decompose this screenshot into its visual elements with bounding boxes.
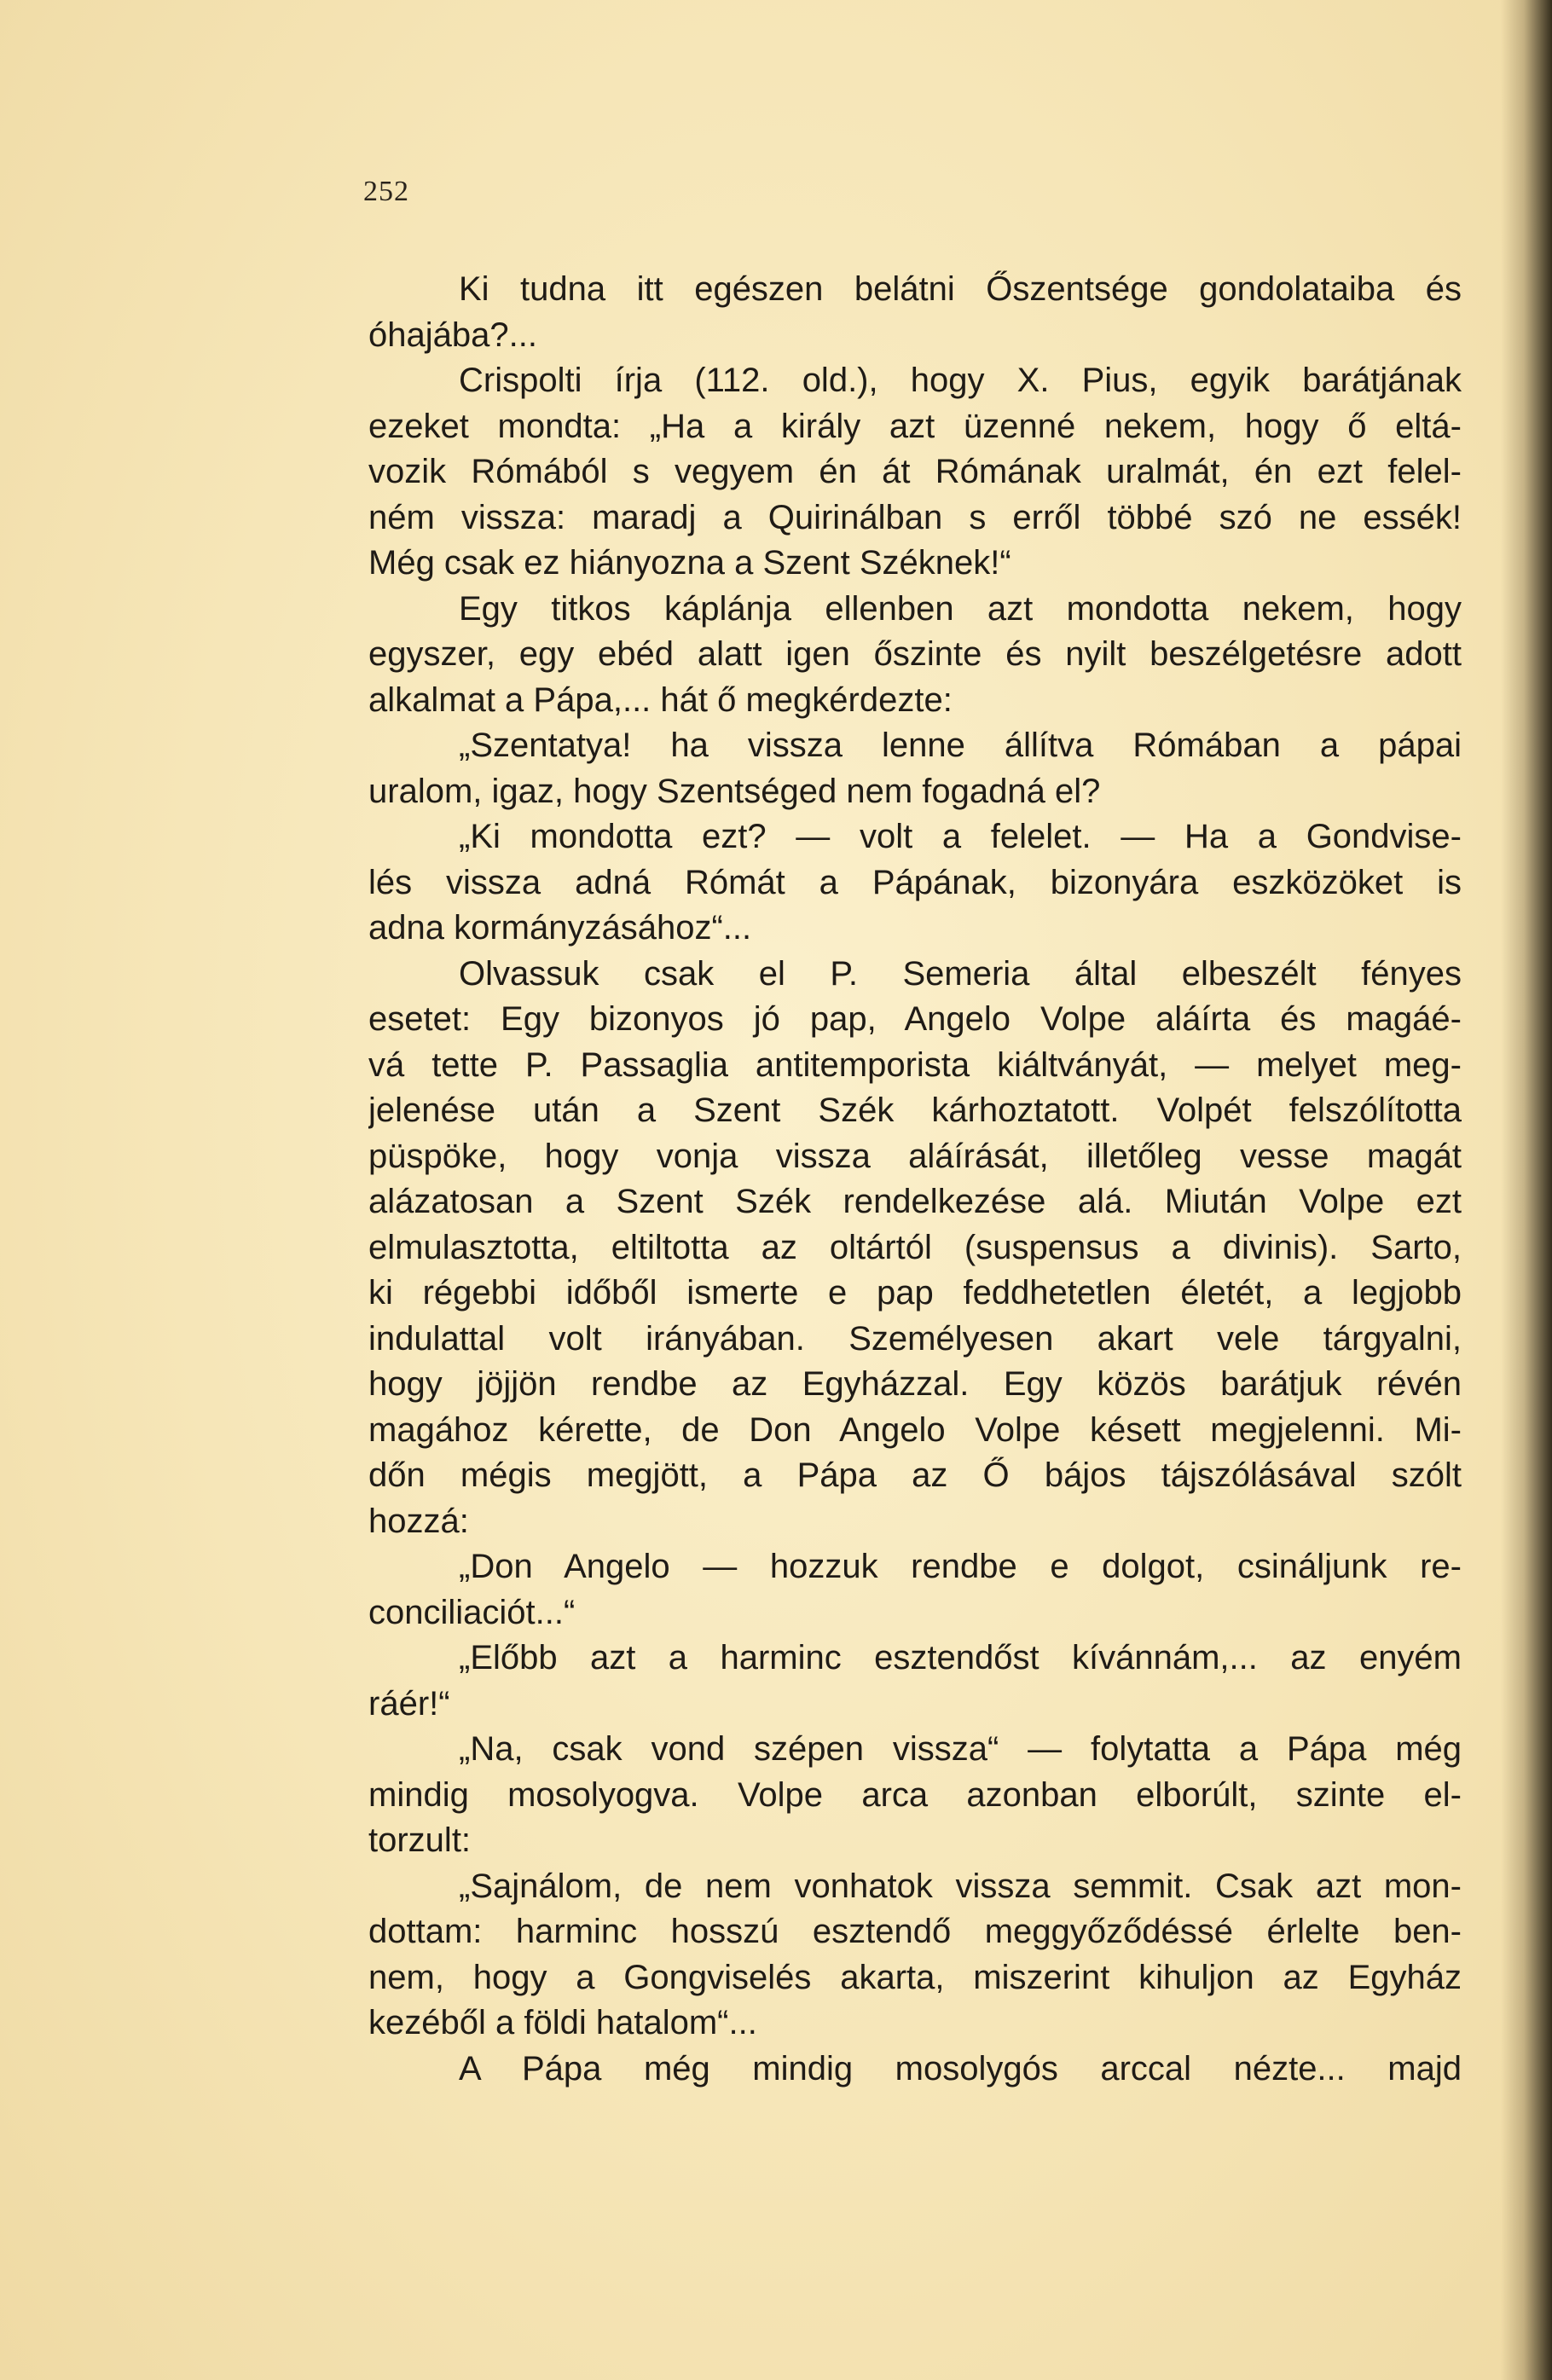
page-edge-shadow	[1501, 0, 1552, 2380]
text-line: nem, hogy a Gongviselés akarta, miszerint kihuljon az Egyház	[368, 1958, 1462, 1996]
text-line: elmulasztotta, eltiltotta az oltártól (suspensus a divinis). Sarto,	[368, 1228, 1462, 1266]
text-line: conciliaciót...“	[368, 1593, 576, 1631]
text-line: magához kérette, de Don Angelo Volpe késett megjelenni. Mi-	[368, 1410, 1462, 1449]
text-line: ezeket mondta: „Ha a király azt üzenné nekem, hogy ő eltá-	[368, 407, 1462, 445]
text-line: Még csak ez hiányozna a Szent Széknek!“	[368, 544, 1011, 582]
text-line: dottam: harminc hosszú esztendő meggyőződéssé érlelte ben-	[368, 1913, 1462, 1950]
text-line: „Don Angelo — hozzuk rendbe e dolgot, csináljunk re-	[459, 1548, 1462, 1585]
text-line: esetet: Egy bizonyos jó pap, Angelo Volpe aláírta és magáé-	[368, 1000, 1462, 1038]
text-line: lés vissza adná Rómát a Pápának, bizonyára eszközöket is	[368, 863, 1462, 901]
text-line: ki régebbi időből ismerte e pap feddhetetlen életét, a legjobb	[368, 1274, 1462, 1312]
text-line: alkalmat a Pápa,... hát ő megkérdezte:	[368, 680, 953, 719]
text-line: hozzá:	[368, 1502, 469, 1540]
text-line: „Na, csak vond szépen vissza“ — folytatta a Pápa még	[459, 1730, 1462, 1768]
text-line: torzult:	[368, 1821, 472, 1859]
text-line: „Előbb azt a harminc esztendőst kívánnám,... az enyém	[459, 1639, 1462, 1676]
text-line: Ki tudna itt egészen belátni Őszentsége gondolataiba és	[459, 270, 1462, 308]
text-line: „Szentatya! ha vissza lenne állítva Rómában a pápai	[459, 727, 1462, 764]
text-line: adna kormányzásához“...	[368, 909, 752, 947]
text-line: uralom, igaz, hogy Szentséged nem fogadná el?	[368, 772, 1101, 810]
text-line: kezéből a földi hatalom“...	[368, 2004, 757, 2041]
text-line: A Pápa még mindig mosolygós arccal nézte... majd	[459, 2049, 1462, 2088]
text-line: indulattal volt irányában. Személyesen akart vele tárgyalni,	[368, 1319, 1462, 1358]
text-line: hogy jöjjön rendbe az Egyházzal. Egy közös barátjuk révén	[368, 1365, 1462, 1403]
text-line: püspöke, hogy vonja vissza aláírását, illetőleg vesse magát	[368, 1137, 1462, 1175]
text-line: „Sajnálom, de nem vonhatok vissza semmit. Csak azt mon-	[459, 1867, 1462, 1905]
text-line: mindig mosolyogva. Volpe arca azonban elborúlt, szinte el-	[368, 1775, 1462, 1814]
text-line: Egy titkos káplánja ellenben azt mondotta nekem, hogy	[459, 589, 1462, 628]
text-line: Olvassuk csak el P. Semeria által elbeszélt fényes	[459, 954, 1462, 993]
text-line: ráér!“	[368, 1684, 450, 1723]
text-line: vá tette P. Passaglia antitemporista kiáltványát, — melyet meg-	[368, 1045, 1462, 1084]
text-line: alázatosan a Szent Szék rendelkezése alá. Miután Volpe ezt	[368, 1183, 1462, 1220]
text-line: óhajába?...	[368, 316, 537, 354]
text-line: vozik Rómából s vegyem én át Rómának uralmát, én ezt felel-	[368, 453, 1462, 490]
text-line: ném vissza: maradj a Quirinálban s erről többé szó ne essék!	[368, 498, 1462, 536]
page-number: 252	[363, 176, 409, 207]
text-line: Crispolti írja (112. old.), hogy X. Pius, egyik barátjának	[459, 362, 1462, 399]
text-line: egyszer, egy ebéd alatt igen őszinte és nyilt beszélgetésre adott	[368, 635, 1462, 673]
text-line: jelenése után a Szent Szék kárhoztatott. Volpét felszólította	[368, 1092, 1462, 1129]
text-line: dőn mégis megjött, a Pápa az Ő bájos tájszólásával szólt	[368, 1456, 1462, 1494]
text-line: „Ki mondotta ezt? — volt a felelet. — Ha a Gondvise-	[459, 818, 1462, 855]
body-text	[368, 267, 1462, 2092]
